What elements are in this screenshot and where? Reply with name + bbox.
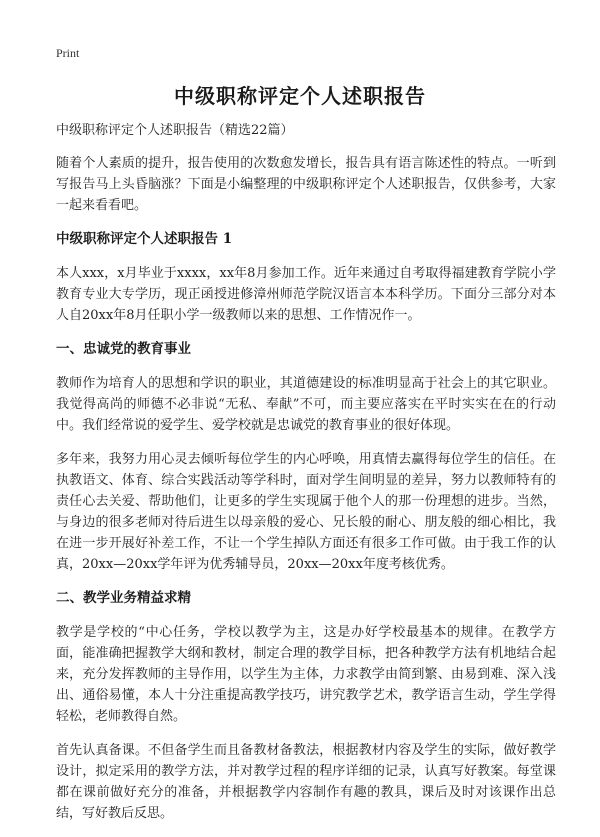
- section-paragraph: 教学是学校的“中心任务，学校以教学为主，这是办好学校最基本的规律。在教学方面，能准确把握教学大纲和教材，制定合理的教学目标，把各种教学方法有机地结合起来，充分发挥教师的主导作用，以学生为主体，力求教学由简到繁、由易到难、深入浅出、通俗易懂，本人十分注重提高教学技巧，讲究教学艺术，教学语言生动，学生学得轻松，老师教得自然。: [56, 625, 556, 724]
- section-paragraph: 教师作为培育人的思想和学识的职业，其道德建设的标准明显高于社会上的其它职业。我觉得高尚的师德不必非说“无私、奉献”不可，而主要应落实在平时实实在在的行动中。我们经常说的爱学生、爱学校就是忠诚党的教育事业的很好体现。: [56, 376, 556, 433]
- section-heading-teaching: 二、教学业务精益求精: [56, 590, 191, 606]
- section-paragraph: 首先认真备课。不但备学生而且备教材备教法，根据教材内容及学生的实际，做好教学设计，拟定采用的教学方法，并对教学过程的程序详细的记录，认真写好教案。每堂课都在课前做好充分的准备，并根据教学内容制作有趣的教具，课后及时对该课作出总结，写好教后反思。: [56, 743, 556, 821]
- article-paragraph: 本人xxx，x月毕业于xxxx，xx年8月参加工作。近年来通过自考取得福建教育学院小学教育专业大专学历，现正函授进修漳州师范学院汉语言本本科学历。下面分三部分对本人自20xx年8月任职小学一级教师以来的思想、工作情况作一。: [56, 266, 556, 323]
- document-body: [56, 120, 556, 837]
- document-subtitle: 中级职称评定个人述职报告（精选22篇）: [56, 123, 294, 138]
- print-link[interactable]: Print: [56, 46, 80, 60]
- section-heading-loyalty: 一、忠诚党的教育事业: [56, 341, 191, 357]
- page-title: 中级职称评定个人述职报告: [174, 84, 426, 108]
- article-heading: 中级职称评定个人述职报告 1: [56, 231, 233, 247]
- intro-paragraph: 随着个人素质的提升，报告使用的次数愈发增长，报告具有语言陈述性的特点。一听到写报告马上头昏脑涨？下面是小编整理的中级职称评定个人述职报告，仅供参考，大家一起来看看吧。: [56, 156, 556, 213]
- section-paragraph: 多年来，我努力用心灵去倾听每位学生的内心呼唤，用真情去赢得每位学生的信任。在执教语文、体育、综合实践活动等学科时，面对学生间明显的差异，努力以教师特有的责任心去关爱、帮助他们，让更多的学生实现属于他个人的那一份理想的进步。当然，与身边的很多老师对待后进生以母亲般的爱心、兄长般的耐心、朋友般的细心相比，我在进一步开展好补差工作，不让一个学生掉队方面还有很多工作可做。由于我工作的认真，20xx—20xx学年评为优秀辅导员，20xx—20xx年度考核优秀。: [56, 452, 556, 572]
